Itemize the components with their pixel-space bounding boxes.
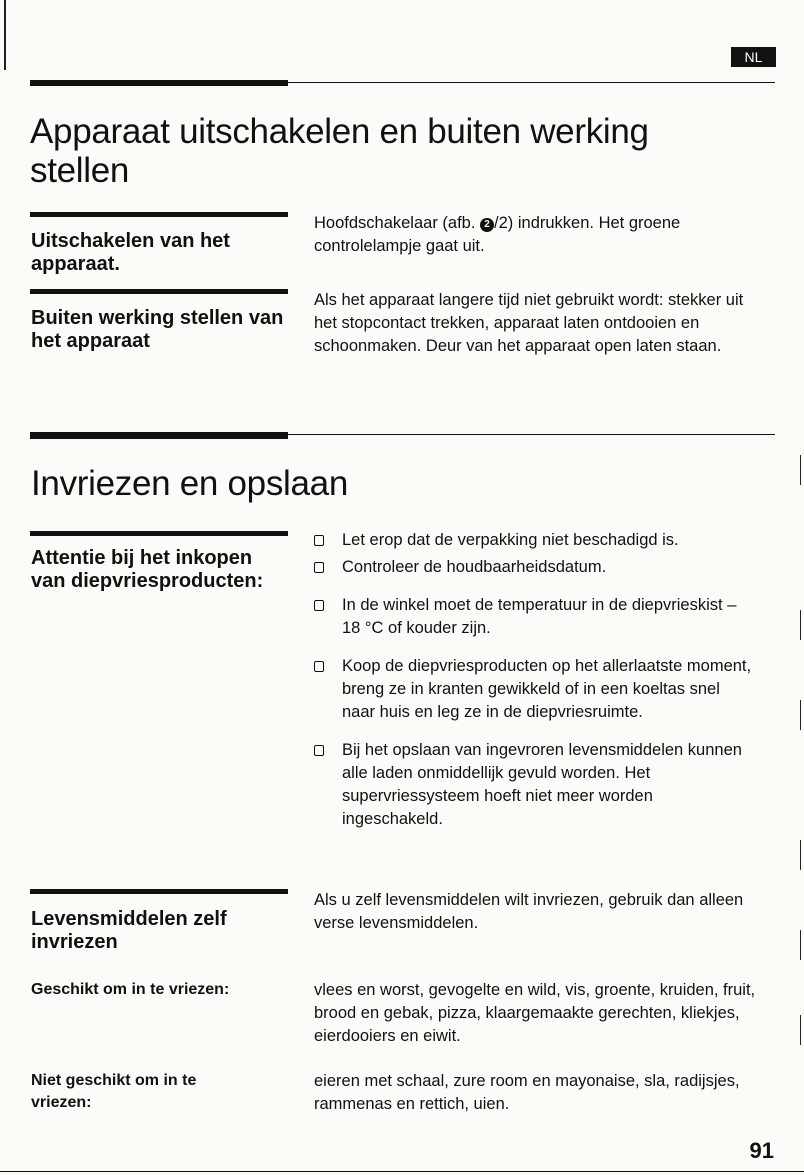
subsection-rule <box>30 289 288 294</box>
scan-edge-mark <box>4 0 6 70</box>
section-rule-thin <box>288 434 775 435</box>
section-rule-thick <box>30 432 288 439</box>
checkbox-square-icon <box>314 661 324 672</box>
subsection-heading: Attentie bij het inkopen van diepvriesproducten: <box>31 547 264 592</box>
paragraph: Als het apparaat langere tijd niet gebruikt wordt: stekker uit het stopcontact trekken, apparaat laten ontdooien en schoonmaken. Deur van het apparaat open laten staan. <box>314 291 744 355</box>
checkbox-square-icon <box>314 535 324 546</box>
footer-rule <box>0 1171 804 1172</box>
paragraph: Hoofdschakelaar (afb. 2 /2) indrukken. Het groene controlelampje gaat uit. <box>314 214 681 255</box>
page-number: 91 <box>749 1138 774 1163</box>
scan-edge-mark <box>800 1015 801 1045</box>
subsection-rule <box>30 889 288 894</box>
section-title: Apparaat uitschakelen en buiten werking stellen <box>30 112 649 190</box>
scan-edge-mark <box>800 930 801 960</box>
subsection-rule <box>30 212 288 217</box>
scan-edge-mark <box>800 610 801 640</box>
checkbox-square-icon <box>314 745 324 756</box>
list-item: Bij het opslaan van ingevroren levensmiddelen kunnen alle laden onmiddellijk gevuld worden. Het supervriessysteem hoeft niet meer worden ingeschakeld. <box>314 739 754 831</box>
subsection-heading: Uitschakelen van het apparaat. <box>31 230 230 275</box>
scan-edge-mark <box>800 700 801 730</box>
subsection-heading: Buiten werking stellen van het apparaat <box>31 307 284 352</box>
subsection-heading: Levensmiddelen zelf invriezen <box>31 908 227 953</box>
checklist <box>314 529 754 846</box>
paragraph: Als u zelf levensmiddelen wilt invriezen, gebruik dan alleen verse levensmiddelen. <box>314 891 744 932</box>
label-suitable: Geschikt om in te vriezen: <box>31 981 230 998</box>
section-title: Invriezen en opslaan <box>31 464 348 503</box>
section-rule-thick <box>30 80 288 86</box>
list-item: In de winkel moet de temperatuur in de diepvrieskist –18 °C of kouder zijn. <box>314 594 754 640</box>
list-item: Koop de diepvriesproducten op het allerlaatste moment, breng ze in kranten gewikkeld of in een koeltas snel naar huis en leg ze in de diepvriesruimte. <box>314 655 754 724</box>
subsection-rule <box>30 531 288 536</box>
paragraph: eieren met schaal, zure room en mayonaise, sla, radijsjes, rammenas en rettich, uien. <box>314 1072 740 1113</box>
figure-number-circle-icon: 2 <box>480 218 494 232</box>
list-item: Controleer de houdbaarheidsdatum. <box>314 556 754 579</box>
checkbox-square-icon <box>314 600 324 611</box>
label-not-suitable: Niet geschikt om in te vriezen: <box>31 1072 197 1111</box>
section-rule-thin <box>288 82 775 83</box>
checkbox-square-icon <box>314 562 324 573</box>
list-item: Let erop dat de verpakking niet beschadigd is. <box>314 529 754 552</box>
language-badge: NL <box>731 47 776 67</box>
scan-edge-mark <box>800 455 801 485</box>
scan-edge-mark <box>800 840 801 870</box>
paragraph: vlees en worst, gevogelte en wild, vis, groente, kruiden, fruit, brood en gebak, pizza, klaargemaakte gerechten, kliekjes, eierdooiers en eiwit. <box>314 981 756 1045</box>
